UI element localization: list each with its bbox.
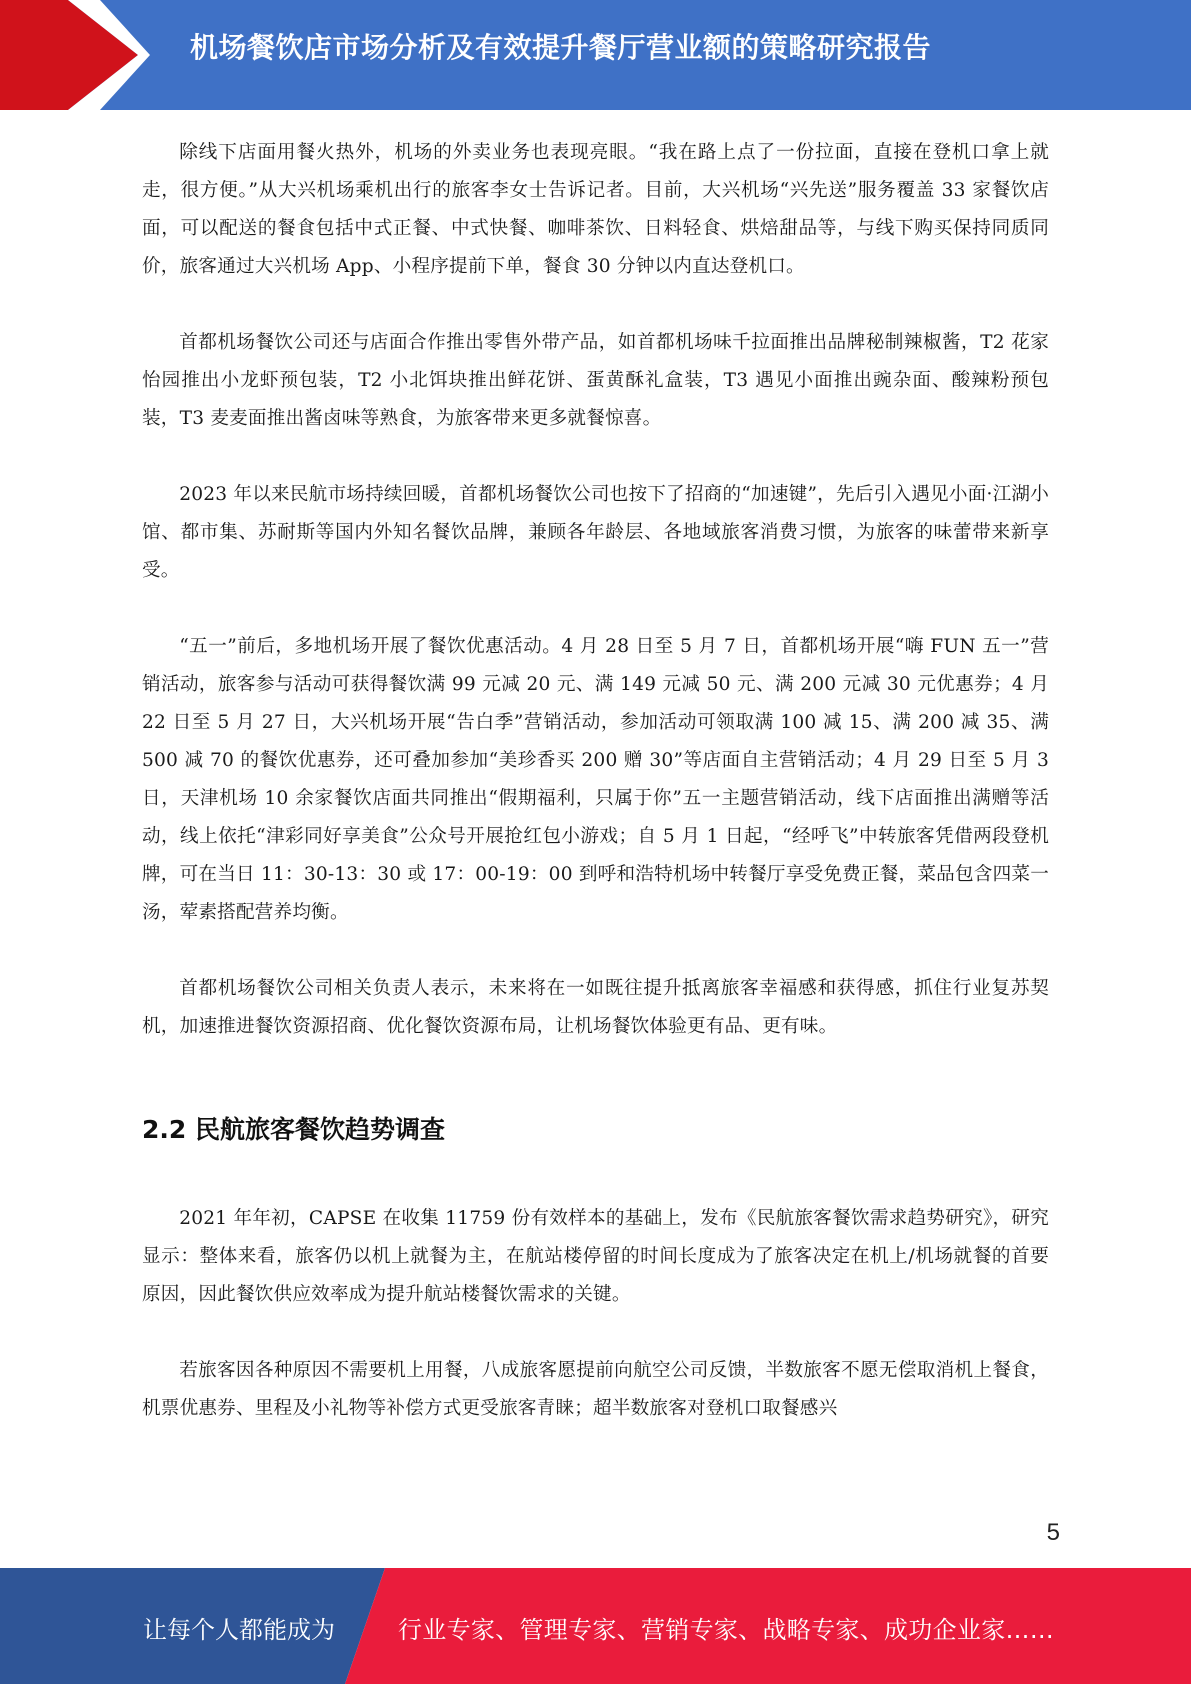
footer-slogan-left: 让每个人都能成为 <box>143 1616 335 1644</box>
paragraph: 2023 年以来民航市场持续回暖，首都机场餐饮公司也按下了招商的“加速键”，先后引入遇见小面·江湖小馆、都市集、苏耐斯等国内外知名餐饮品牌，兼顾各年龄层、各地域旅客消费习惯，为旅客的味蕾带来新享受。 <box>142 484 1049 581</box>
footer-slogan-right: 行业专家、管理专家、营销专家、战略专家、成功企业家…… <box>398 1616 1055 1644</box>
paragraph: 首都机场餐饮公司相关负责人表示，未来将在一如既往提升抵离旅客幸福感和获得感，抓住行业复苏契机，加速推进餐饮资源招商、优化餐饮资源布局，让机场餐饮体验更有品、更有味。 <box>142 978 1049 1037</box>
report-title: 机场餐饮店市场分析及有效提升餐厅营业额的策略研究报告 <box>190 31 932 64</box>
paragraph: 除线下店面用餐火热外，机场的外卖业务也表现亮眼。“我在路上点了一份拉面，直接在登机口拿上就走，很方便。”从大兴机场乘机出行的旅客李女士告诉记者。目前，大兴机场“兴先送”服务覆盖 33 家餐饮店面，可以配送的餐食包括中式正餐、中式快餐、咖啡茶饮、日料轻食、烘焙甜品等，与线下购买保持同质同价，旅客通过大兴机场 App、小程序提前下单，餐食 30 分钟以内直达登机口。 <box>142 142 1049 277</box>
document-body <box>142 134 1049 1466</box>
paragraph: 2021 年年初，CAPSE 在收集 11759 份有效样本的基础上，发布《民航旅客餐饮需求趋势研究》，研究显示：整体来看，旅客仍以机上就餐为主，在航站楼停留的时间长度成为了旅客决定在机上/机场就餐的首要原因，因此餐饮供应效率成为提升航站楼餐饮需求的关键。 <box>142 1208 1049 1305</box>
section-heading: 2.2 民航旅客餐饮趋势调查 <box>142 1115 445 1144</box>
page-header <box>0 0 1191 110</box>
paragraph: “五一”前后，多地机场开展了餐饮优惠活动。4 月 28 日至 5 月 7 日，首都机场开展“嗨 FUN 五一”营销活动，旅客参与活动可获得餐饮满 99 元减 20 元、满 149 元减 50 元、满 200 元减 30 元优惠券；4 月 22 日至 5 月 27 日，大兴机场开展“告白季”营销活动，参加活动可领取满 100 减 15、满 200 减 35、满 500 减 70 的餐饮优惠券，还可叠加参加“美珍香买 200 赠 30”等店面自主营销活动；4 月 29 日至 5 月 3 日，天津机场 10 余家餐饮店面共同推出“假期福利，只属于你”五一主题营销活动，线下店面推出满赠等活动，线上依托“津彩同好享美食”公众号开展抢红包小游戏；自 5 月 1 日起，“经呼飞”中转旅客凭借两段登机牌，可在当日 11：30-13：30 或 17：00-19：00 到呼和浩特机场中转餐厅享受免费正餐，菜品包含四菜一汤，荤素搭配营养均衡。 <box>142 636 1049 923</box>
page-footer <box>0 1568 1191 1684</box>
paragraph: 首都机场餐饮公司还与店面合作推出零售外带产品，如首都机场味千拉面推出品牌秘制辣椒酱，T2 花家怡园推出小龙虾预包装，T2 小北饵块推出鲜花饼、蛋黄酥礼盒装，T3 遇见小面推出豌杂面、酸辣粉预包装，T3 麦麦面推出酱卤味等熟食，为旅客带来更多就餐惊喜。 <box>142 332 1049 429</box>
page-number: 5 <box>1046 1519 1060 1546</box>
paragraph: 若旅客因各种原因不需要机上用餐，八成旅客愿提前向航空公司反馈，半数旅客不愿无偿取消机上餐食，机票优惠券、里程及小礼物等补偿方式更受旅客青睐；超半数旅客对登机口取餐感兴 <box>142 1360 1049 1419</box>
